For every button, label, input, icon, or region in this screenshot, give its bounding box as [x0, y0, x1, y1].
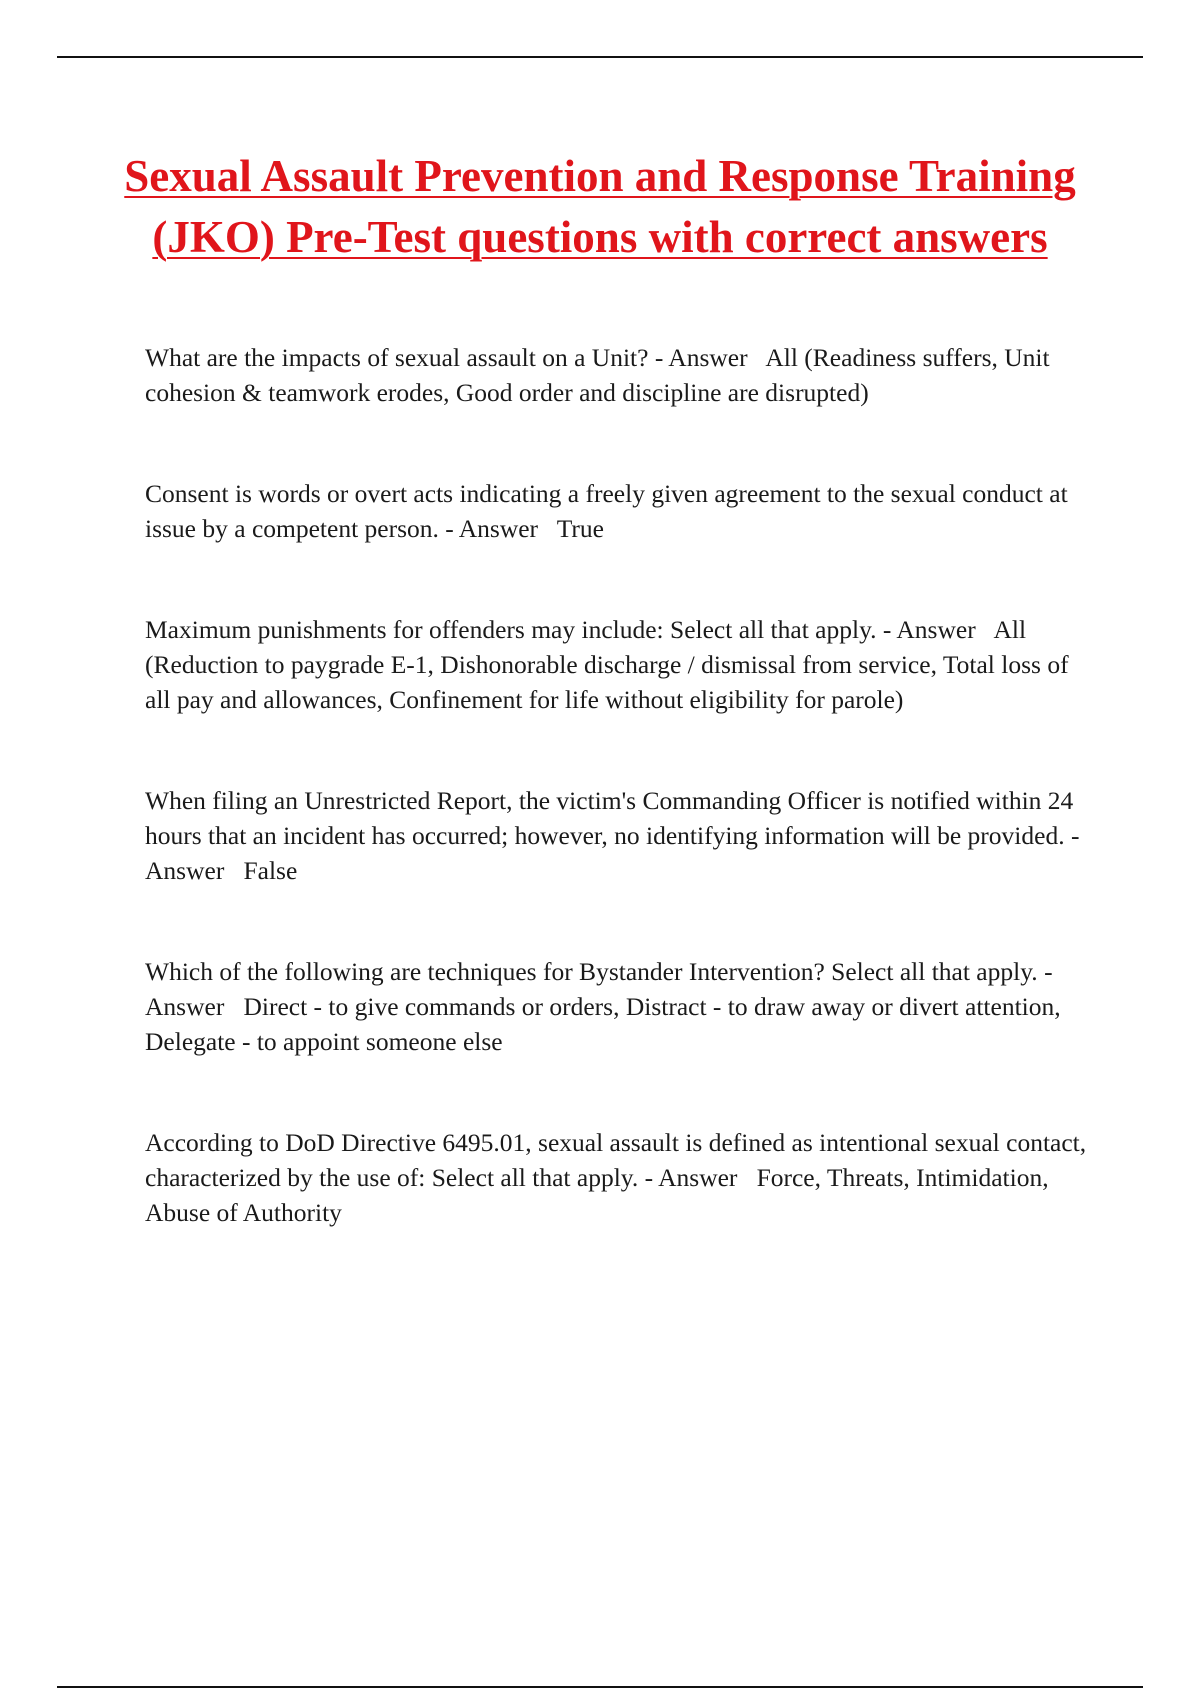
answer-text: True	[556, 514, 604, 543]
qa-item: When filing an Unrestricted Report, the victim's Commanding Officer is notified within 24 hours that an incident has occurred; however, no identifying information will be provided. - Answer False	[145, 786, 1080, 885]
question-text: According to DoD Directive 6495.01, sexual assault is defined as intentional sexual contact, characterized by the use of: Select all that apply.	[145, 1128, 1087, 1192]
qa-item: Consent is words or overt acts indicating a freely given agreement to the sexual conduct at issue by a competent person. - Answer True	[145, 479, 1068, 543]
answer-text: Direct - to give commands or orders, Distract - to draw away or divert attention, Delegate - to appoint someone else	[145, 992, 1061, 1056]
document-title: Sexual Assault Prevention and Response Training (JKO) Pre-Test questions with correct answers	[124, 151, 1076, 262]
question-text: Maximum punishments for offenders may include: Select all that apply.	[145, 615, 877, 644]
top-divider	[57, 56, 1143, 58]
answer-text: Force, Threats, Intimidation, Abuse of Authority	[145, 1163, 1049, 1227]
bottom-divider	[57, 1686, 1143, 1688]
qa-item: What are the impacts of sexual assault on a Unit? - Answer All (Readiness suffers, Unit cohesion & teamwork erodes, Good order and discipline are disrupted)	[145, 343, 1050, 407]
question-list	[145, 340, 1090, 1296]
answer-label: Answer	[145, 856, 225, 885]
qa-item: Maximum punishments for offenders may include: Select all that apply. - Answer All (Reduction to paygrade E-1, Dishonorable discharge / dismissal from service, Total loss of all pay and allowances, Confinement for life without eligibility for parole)	[145, 615, 1069, 714]
answer-text: All (Readiness suffers, Unit cohesion & teamwork erodes, Good order and discipline are disrupted)	[145, 343, 1050, 407]
answer-text: All (Reduction to paygrade E-1, Dishonorable discharge / dismissal from service, Total loss of all pay and allowances, Confinement for life without eligibility for parole)	[145, 615, 1069, 714]
qa-item: According to DoD Directive 6495.01, sexual assault is defined as intentional sexual contact, characterized by the use of: Select all that apply. - Answer Force, Threats, Intimidation, Abuse of Authority	[145, 1128, 1087, 1227]
question-text: Which of the following are techniques for Bystander Intervention? Select all that apply.	[145, 957, 1038, 986]
answer-text: False	[243, 856, 298, 885]
answer-label: Answer	[896, 615, 976, 644]
question-text: What are the impacts of sexual assault on a Unit?	[145, 343, 649, 372]
answer-label: Answer	[658, 1163, 738, 1192]
question-text: Consent is words or overt acts indicating a freely given agreement to the sexual conduct at issue by a competent person.	[145, 479, 1068, 543]
qa-item: Which of the following are techniques for Bystander Intervention? Select all that apply. - Answer Direct - to give commands or orders, Distract - to draw away or divert attention, Delegate - to appoint someone else	[145, 957, 1061, 1056]
answer-label: Answer	[458, 514, 539, 543]
answer-label: Answer	[145, 992, 225, 1021]
question-text: When filing an Unrestricted Report, the victim's Commanding Officer is notified within 24 hours that an incident has occurred; however, no identifying information will be provided.	[145, 786, 1074, 850]
answer-label: Answer	[668, 343, 748, 372]
